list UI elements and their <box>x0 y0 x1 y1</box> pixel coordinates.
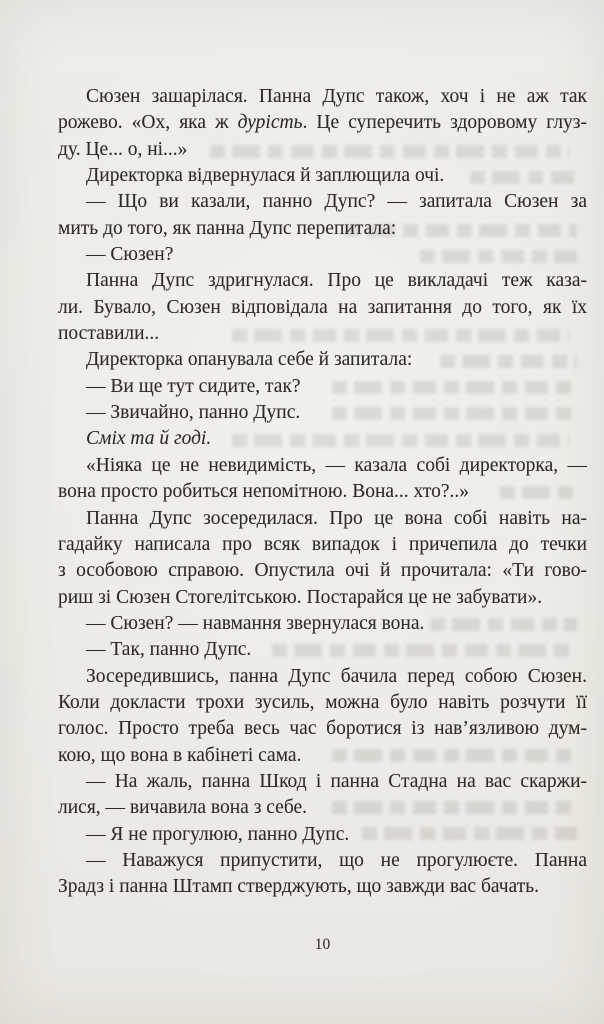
text-segment: — Ви ще тут сидите, так? <box>86 375 301 397</box>
text-segment: Панна Дупс здригнулася. Про це викладачі теж каза- <box>86 270 587 292</box>
text-segment: — Наважуся припустити, що не прогулюєте. Панна <box>86 849 587 871</box>
text-line <box>58 874 587 900</box>
paragraph <box>58 268 587 347</box>
text-line <box>58 611 587 637</box>
text-segment: Коли докласти трохи зусиль, можна було навіть розчути її <box>58 691 587 713</box>
paragraph <box>58 664 587 769</box>
text-line <box>58 558 587 584</box>
text-segment: — Я не прогулюю, панно Дупс. <box>86 823 350 845</box>
text-line <box>58 795 587 821</box>
paragraph <box>58 374 587 400</box>
text-line <box>58 822 587 848</box>
text-segment: вона просто робиться непомітною. Вона... хто?..» <box>58 481 469 503</box>
paragraph <box>58 848 587 901</box>
paragraph <box>58 189 587 242</box>
text-line <box>58 848 587 874</box>
paragraph <box>58 242 587 268</box>
text-segment: поставили... <box>58 323 160 345</box>
text-segment: — На жаль, панна Шкод і панна Стадна на вас скаржи- <box>86 770 587 792</box>
text-line <box>58 321 587 347</box>
text-segment: Директорка відвернулася й заплющила очі. <box>86 165 445 187</box>
text-segment: голос. Просто треба весь час боротися із нав’язливою дум- <box>58 718 587 740</box>
text-line <box>58 532 587 558</box>
text-line <box>58 426 587 452</box>
paragraph <box>58 84 587 163</box>
text-line <box>58 585 587 611</box>
text-segment: — Сюзен? — навмання звернулася вона. <box>86 612 425 634</box>
text-line <box>58 189 587 215</box>
paragraph <box>58 163 587 189</box>
text-segment: Директорка опанувала себе й запитала: <box>86 349 413 371</box>
text-line <box>58 347 587 373</box>
text-segment: Зосередившись, панна Дупс бачила перед собою Сюзен. <box>86 665 587 687</box>
text-line <box>58 479 587 505</box>
text-line <box>58 163 587 189</box>
text-line <box>58 690 587 716</box>
text-line <box>58 216 587 242</box>
text-segment: риш зі Сюзен Стогелітською. Постарайся це не забувати». <box>58 586 543 608</box>
text-line <box>58 374 587 400</box>
text-line <box>58 743 587 769</box>
text-segment: . Це суперечить здоровому глуз- <box>302 112 587 134</box>
text-line <box>58 242 587 268</box>
page-number: 10 <box>314 936 331 953</box>
text-segment: Панна Дупс зосередилася. Про це вона собі навіть на- <box>86 507 587 529</box>
text-segment: гадайку написала про всяк випадок і причепила до течки <box>58 533 587 555</box>
text-line <box>58 664 587 690</box>
text-line <box>58 506 587 532</box>
text-line <box>58 295 587 321</box>
italic-text-segment: Сміх та й годі. <box>86 428 212 450</box>
text-segment: Сюзен зашарілася. Панна Дупс також, хоч і не аж так <box>86 86 587 107</box>
text-segment: Зрадз і панна Штамп стверджують, що завжди вас бачать. <box>58 876 539 898</box>
text-segment: мить до того, як панна Дупс перепитала: <box>58 217 397 239</box>
text-line <box>58 110 587 136</box>
text-line <box>58 268 587 294</box>
text-segment: ду. Це... о, ні...» <box>58 138 188 160</box>
text-line <box>58 137 587 163</box>
page-text-block <box>58 84 587 901</box>
text-segment: — Що ви казали, панно Дупс? — запитала Сюзен за <box>86 191 587 213</box>
paragraph <box>58 347 587 373</box>
paragraph <box>58 426 587 452</box>
paragraph <box>58 769 587 822</box>
paragraph <box>58 453 587 506</box>
text-segment: ли. Бувало, Сюзен відповідала на запитання до того, як їх <box>58 296 587 318</box>
text-segment: — Сюзен? <box>86 244 174 266</box>
text-segment: — Звичайно, панно Дупс. <box>86 402 301 424</box>
text-segment: — Так, панно Дупс. <box>86 639 252 661</box>
text-line <box>58 453 587 479</box>
text-segment: кою, що вона в кабінеті сама. <box>58 744 302 766</box>
text-segment: з особовою справою. Опустила очі й прочитала: «Ти гово- <box>58 560 587 582</box>
paragraph <box>58 400 587 426</box>
paragraph <box>58 506 587 611</box>
text-line <box>58 716 587 742</box>
text-line <box>58 769 587 795</box>
italic-text-segment: дурість <box>237 112 303 134</box>
text-line <box>58 400 587 426</box>
paragraph <box>58 611 587 637</box>
text-segment: «Ніяка це не невидимість, — казала собі директорка, — <box>86 454 587 476</box>
text-line <box>58 637 587 663</box>
text-segment: рожево. «Ох, яка ж <box>58 112 238 134</box>
paragraph <box>58 637 587 663</box>
text-segment: лися, — вичавила вона з себе. <box>58 797 308 819</box>
text-line <box>58 84 587 110</box>
paragraph <box>58 822 587 848</box>
